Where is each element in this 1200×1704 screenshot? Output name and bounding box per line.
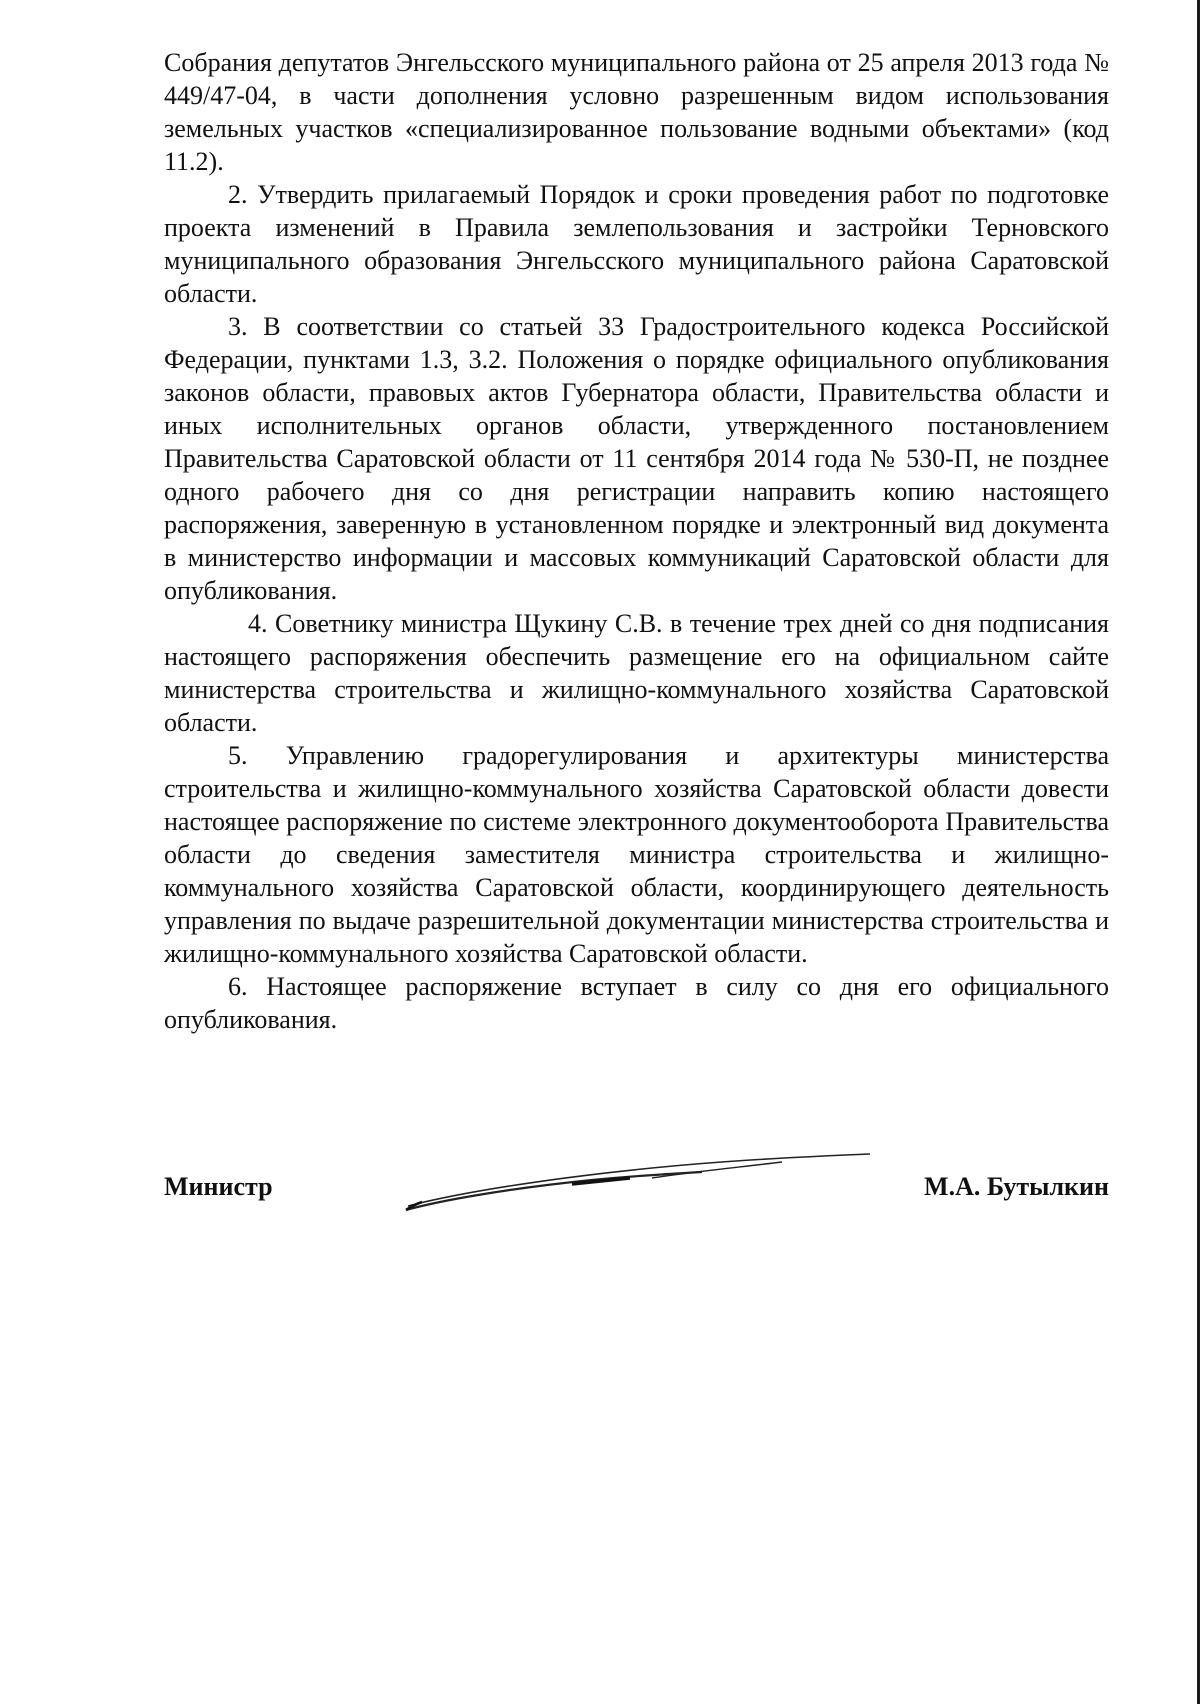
signature-block <box>164 1168 1109 1228</box>
signatory-title: Министр <box>164 1172 273 1201</box>
paragraph-continuation: Собрания депутатов Энгельсского муниципального района от 25 апреля 2013 года № 449/47-04, в части дополнения условно разрешенным видом использования земельных участков «специализированное пользование водными объектами» (код 11.2). <box>164 48 1109 176</box>
paragraph-item-2: 2. Утвердить прилагаемый Порядок и сроки проведения работ по подготовке проекта изменений в Правила землепользования и застройки Терновского муниципального образования Энгельсского муниципального района Саратовской области. <box>164 180 1109 308</box>
handwritten-signature <box>402 1148 872 1218</box>
paragraph-item-6: 6. Настоящее распоряжение вступает в силу со дня его официального опубликования. <box>164 972 1109 1034</box>
document-body <box>164 46 1109 1036</box>
paragraph-item-5: 5. Управлению градорегулирования и архитектуры министерства строительства и жилищно-коммунального хозяйства Саратовской области довести настоящее распоряжение по системе электронного документооборота Правительства области до сведения заместителя министра строительства и жилищно-коммунального хозяйства Саратовской области, координирующего деятельность управления по выдаче разрешительной документации министерства строительства и жилищно-коммунального хозяйства Саратовской области. <box>164 741 1109 968</box>
signatory-name: М.А. Бутылкин <box>924 1172 1109 1201</box>
paragraph-item-3: 3. В соответствии со статьей 33 Градостроительного кодекса Российской Федерации, пунктами 1.3, 3.2. Положения о порядке официального опубликования законов области, правовых актов Губернатора области, Правительства области и иных исполнительных органов области, утвержденного постановлением Правительства Саратовской области от 11 сентября 2014 года № 530-П, не позднее одного рабочего дня со дня регистрации направить копию настоящего распоряжения, заверенную в установленном порядке и электронный вид документа в министерство информации и массовых коммуникаций Саратовской области для опубликования. <box>164 312 1109 605</box>
paragraph-item-4: 4. Советнику министра Щукину С.В. в течение трех дней со дня подписания настоящего распоряжения обеспечить размещение его на официальном сайте министерства строительства и жилищно-коммунального хозяйства Саратовской области. <box>164 609 1109 737</box>
